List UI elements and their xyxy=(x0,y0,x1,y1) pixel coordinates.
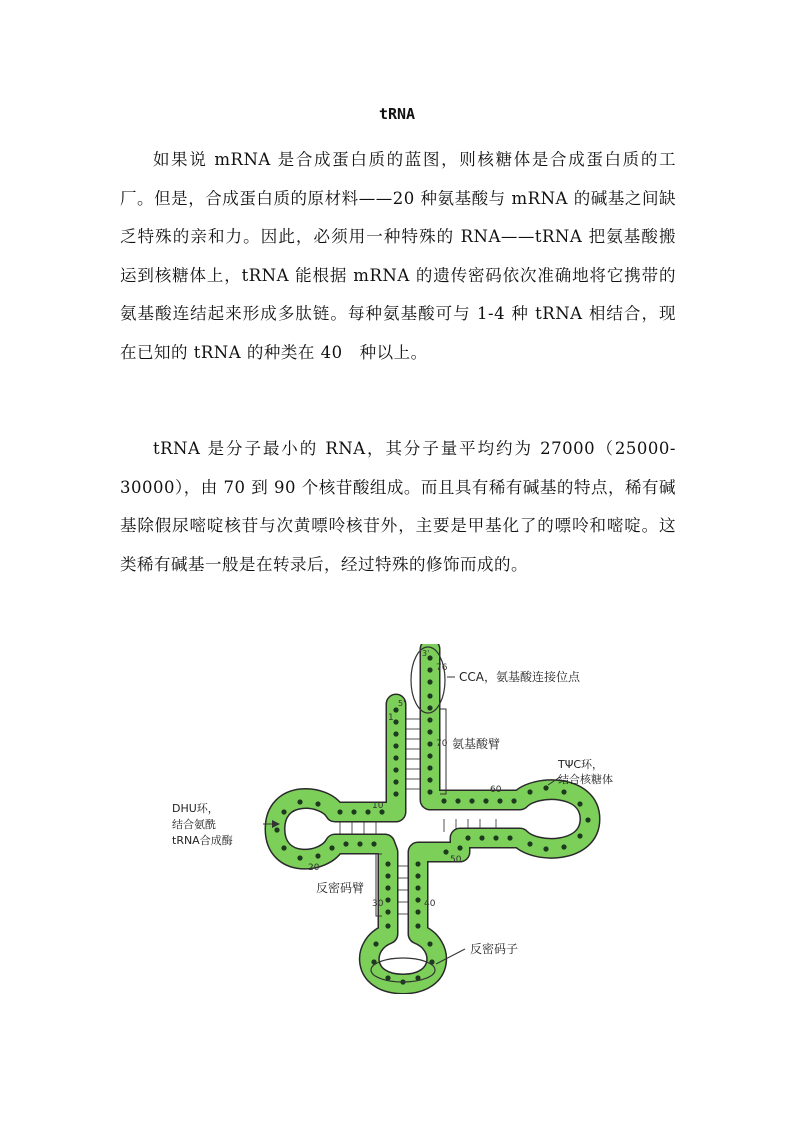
page-title: tRNA xyxy=(378,105,416,123)
acceptor-arm-label: 氨基酸臂 xyxy=(452,737,501,751)
end-5-label: 5' xyxy=(398,699,406,708)
rna-strand xyxy=(275,649,590,984)
dhu-loop-label-3: tRNA合成酶 xyxy=(172,834,233,847)
dhu-loop-label-1: DHU环， xyxy=(172,802,219,815)
position-30: 30 xyxy=(372,899,384,909)
paragraph-2: tRNA 是分子最小的 RNA，其分子量平均约为 27000（25000-30000），由 70 到 90 个核苷酸组成。而且具有稀有碱基的特点，稀有碱基除假尿嘧啶核苷与次黄嘌呤核苷外，主要是甲基化了的嘌呤和嘧啶。这类稀有碱基一般是在转录后，经过特殊的修饰而成的。 xyxy=(120,439,676,574)
tpsic-loop-label-2: 结合核糖体 xyxy=(558,773,613,786)
position-70: 70 xyxy=(436,739,448,749)
position-10: 10 xyxy=(372,801,384,811)
position-20: 20 xyxy=(308,863,320,873)
position-50: 50 xyxy=(450,855,462,865)
dhu-loop-label-2: 结合氨酰 xyxy=(172,818,216,831)
anticodon-arm-label: 反密码臂 xyxy=(316,881,365,895)
acceptor-arm-bracket xyxy=(440,709,446,794)
paragraph-1: 如果说 mRNA 是合成蛋白质的蓝图，则核糖体是合成蛋白质的工厂。但是，合成蛋白质的原材料——20 种氨基酸与 mRNA 的碱基之间缺乏特殊的亲和力。因此，必须用一种特殊的 RNA——tRNA 把氨基酸搬运到核糖体上，tRNA 能根据 mRNA 的遗传密码依次准确地将它携带的氨基酸连结起来形成多肽链。每种氨基酸可与 1-4 种 tRNA 相结合，现在已知的 tRNA 的种类在 40 种以上。 xyxy=(120,150,676,362)
tpsic-loop-label-1: TΨC环， xyxy=(558,758,604,771)
cca-label: CCA，氨基酸连接位点 xyxy=(459,670,580,684)
position-76: 76 xyxy=(436,663,448,673)
anticodon-label: 反密码子 xyxy=(470,942,519,956)
position-40: 40 xyxy=(424,899,436,909)
position-1: 1 xyxy=(388,713,394,723)
trna-cloverleaf-figure xyxy=(160,644,640,994)
end-3-label: 3' xyxy=(422,649,430,658)
position-60: 60 xyxy=(490,785,502,795)
